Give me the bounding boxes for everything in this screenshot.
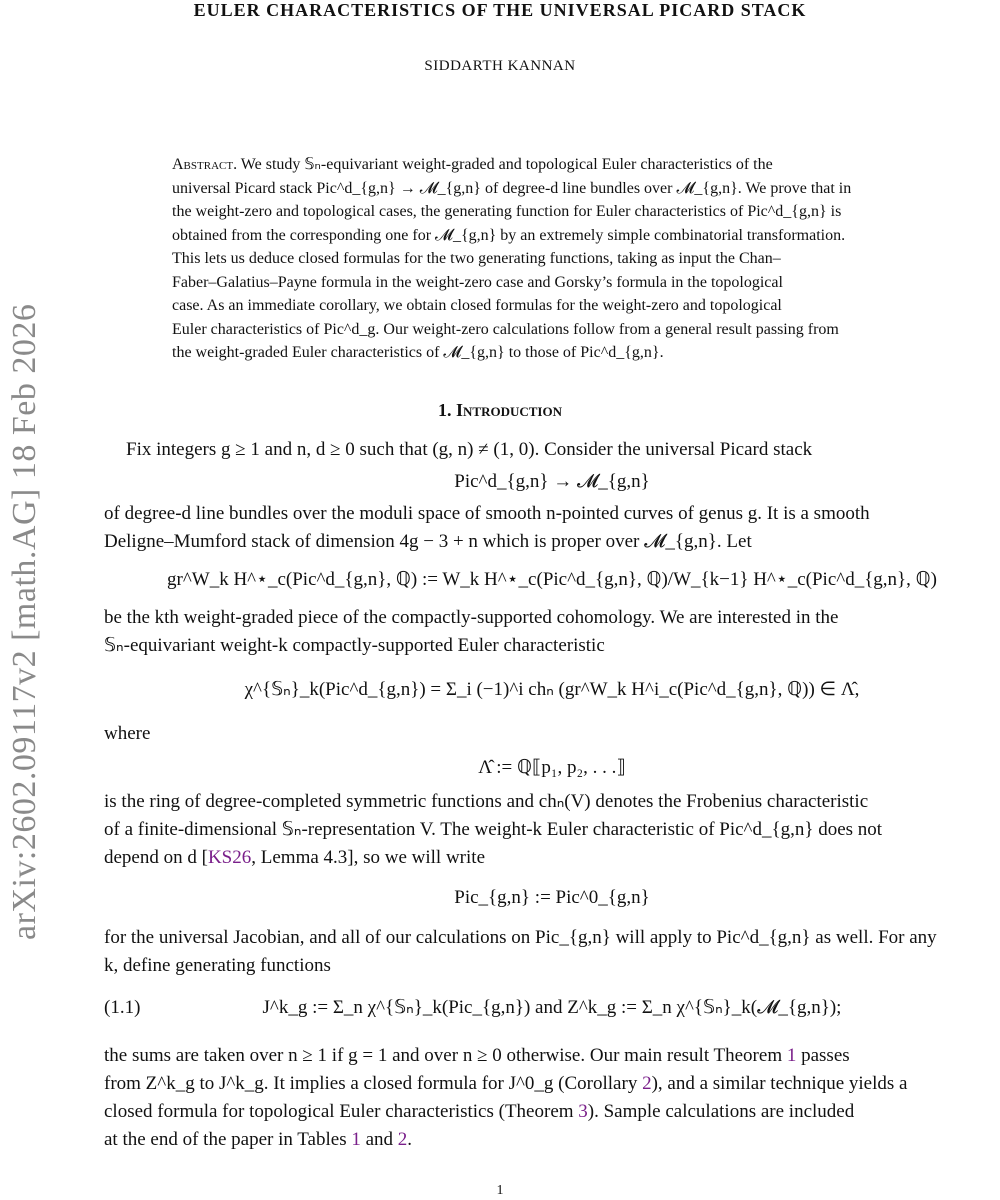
word-where: where <box>104 723 151 744</box>
paragraph-6-line-1: the sums are taken over n ≥ 1 if g = 1 and over n ≥ 0 otherwise. Our main result Theorem 1 passes <box>104 1045 850 1066</box>
abstract-label: Abstract. <box>172 156 238 173</box>
paragraph-6-line-2: from Z^k_g to J^k_g. It implies a closed formula for J^0_g (Corollary 2), and a similar technique yields a <box>104 1073 908 1094</box>
paragraph-6-line-3: closed formula for topological Euler characteristics (Theorem 3). Sample calculations are included <box>104 1101 855 1122</box>
equation-universal-jacobian: Pic_{g,n} := Pic^0_{g,n} <box>454 887 650 908</box>
equation-1-1-row <box>104 994 1000 1022</box>
paragraph-4-line-3: depend on d [KS26, Lemma 4.3], so we will write <box>104 847 486 868</box>
section-number: 1. <box>438 400 452 420</box>
corollary-2-link[interactable]: 2 <box>642 1073 652 1094</box>
abstract-line-6: Faber–Galatius–Payne formula in the weight-zero case and Gorsky’s formula in the topological <box>172 273 783 291</box>
abstract-line-3: the weight-zero and topological cases, the generating function for Euler characteristics of Pic^d_{g,n} is <box>172 203 842 220</box>
paragraph-5-line-2: k, define generating functions <box>104 955 331 976</box>
equation-number: (1.1) <box>104 997 141 1018</box>
abstract <box>172 153 932 365</box>
citation-link-ks26[interactable]: KS26 <box>207 847 252 868</box>
section-title: Introduction <box>456 400 562 420</box>
abstract-line-2: universal Picard stack Pic^d_{g,n} → 𝓜_{g,n} of degree-d line bundles over 𝓜_{g,n}. We prove that in <box>172 179 852 197</box>
page-number: 1 <box>496 1183 504 1198</box>
arxiv-identifier-stamp: arXiv:2602.09117v2 [math.AG] 18 Feb 2026 <box>6 303 43 940</box>
paragraph-4-line-1: is the ring of degree-completed symmetric functions and chₙ(V) denotes the Frobenius characteristic <box>104 791 869 812</box>
theorem-1-link[interactable]: 1 <box>786 1045 797 1066</box>
abstract-line-9: the weight-graded Euler characteristics of 𝓜_{g,n} to those of Pic^d_{g,n}. <box>172 344 664 361</box>
section-heading <box>0 400 1000 421</box>
paper-title: EULER CHARACTERISTICS OF THE UNIVERSAL PICARD STACK <box>193 0 807 20</box>
intro-body <box>104 436 1000 1154</box>
abstract-line-1: Abstract. We study 𝕊ₙ-equivariant weight-graded and topological Euler characteristics of the <box>172 156 773 173</box>
paragraph-5-line-1: for the universal Jacobian, and all of our calculations on Pic_{g,n} will apply to Pic^d_{g,n} as well. For any <box>104 927 937 948</box>
paragraph-2-line-2: Deligne–Mumford stack of dimension 4g − 3 + n which is proper over 𝓜_{g,n}. Let <box>104 531 752 552</box>
paragraph-3-line-2: 𝕊ₙ-equivariant weight-k compactly-supported Euler characteristic <box>104 635 605 656</box>
abstract-line-8: Euler characteristics of Pic^d_g. Our weight-zero calculations follow from a general result passing from <box>172 320 839 338</box>
paragraph-1: Fix integers g ≥ 1 and n, d ≥ 0 such that (g, n) ≠ (1, 0). Consider the universal Picard stack <box>126 439 813 460</box>
equation-lambda-hat: Λ̂ := ℚ⟦p₁, p₂, . . .⟧ <box>478 757 626 778</box>
paragraph-2-line-1: of degree-d line bundles over the moduli space of smooth n-pointed curves of genus g. It is a smooth <box>104 503 870 524</box>
author-name: SIDDARTH KANNAN <box>424 58 576 74</box>
equation-generating-functions: J^k_g := Σ_n χ^{𝕊ₙ}_k(Pic_{g,n}) and Z^k_g := Σ_n χ^{𝕊ₙ}_k(𝓜_{g,n}); <box>262 997 842 1018</box>
table-2-link[interactable]: 2 <box>397 1129 408 1150</box>
paragraph-3-line-1: be the kth weight-graded piece of the compactly-supported cohomology. We are interested in the <box>104 607 839 628</box>
abstract-line-5: This lets us deduce closed formulas for the two generating functions, taking as input the Chan– <box>172 250 781 267</box>
table-1-link[interactable]: 1 <box>351 1129 361 1150</box>
paragraph-6-line-4: at the end of the paper in Tables 1 and 2. <box>104 1129 413 1150</box>
abstract-line-7: case. As an immediate corollary, we obtain closed formulas for the weight-zero and topological <box>172 297 782 314</box>
theorem-3-link[interactable]: 3 <box>578 1101 588 1122</box>
equation-euler-characteristic: χ^{𝕊ₙ}_k(Pic^d_{g,n}) = Σ_i (−1)^i chₙ (gr^W_k H^i_c(Pic^d_{g,n}, ℚ)) ∈ Λ̂, <box>244 679 860 700</box>
equation-picard-map: Pic^d_{g,n} → 𝓜_{g,n} <box>454 471 650 492</box>
abstract-line-4: obtained from the corresponding one for 𝓜_{g,n} by an extremely simple combinatorial transformation. <box>172 226 846 244</box>
paragraph-4-line-2: of a finite-dimensional 𝕊ₙ-representation V. The weight-k Euler characteristic of Pic^d_{g,n} does not <box>104 819 883 840</box>
equation-weight-graded: gr^W_k H^⋆_c(Pic^d_{g,n}, ℚ) := W_k H^⋆_c(Pic^d_{g,n}, ℚ)/W_{k−1} H^⋆_c(Pic^d_{g,n}, ℚ) <box>167 569 937 590</box>
